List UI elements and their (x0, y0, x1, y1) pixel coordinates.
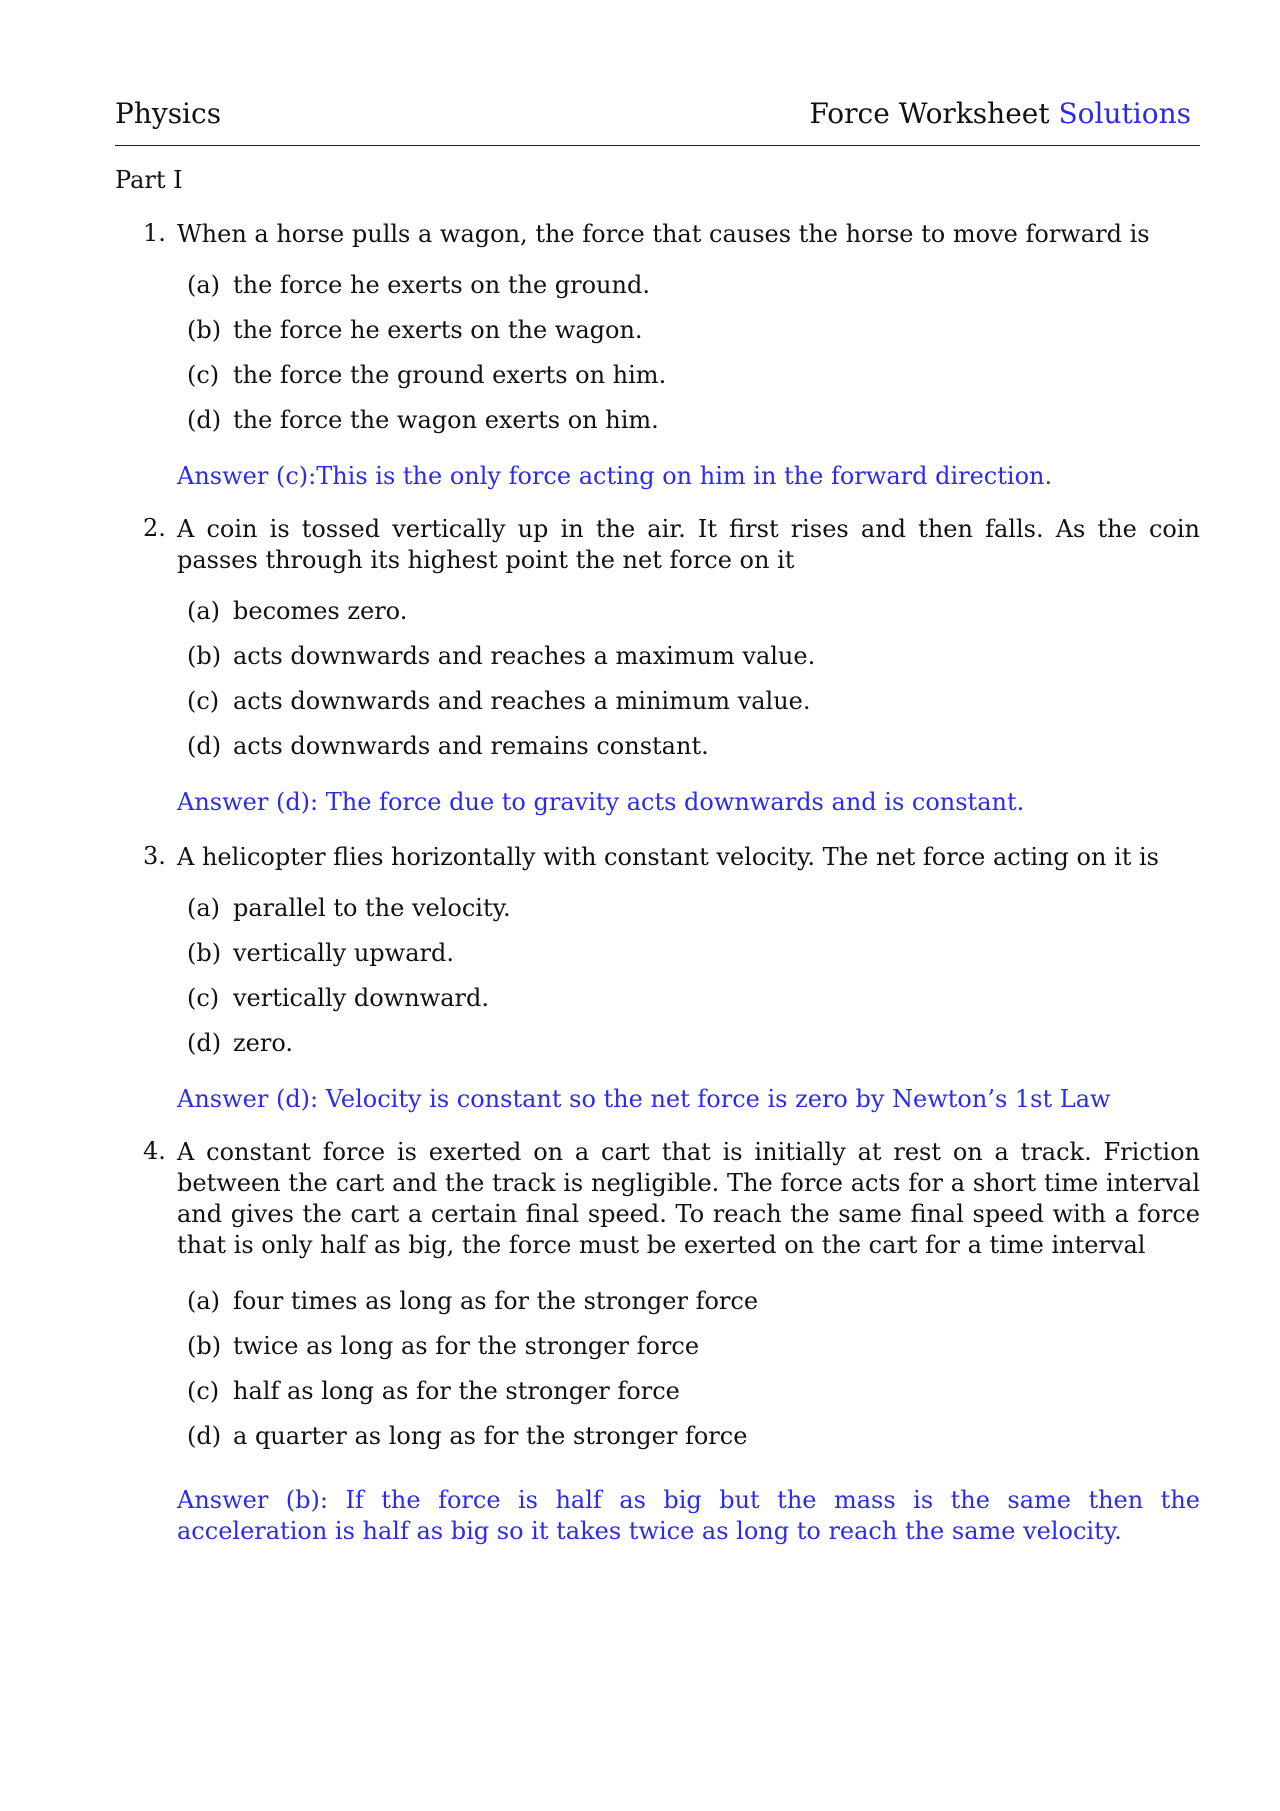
question-text: A coin is tossed vertically up in the air. It first rises and then falls. As the coin passes through its highest point the net force on it (177, 515, 1200, 574)
subject-title: Physics (115, 97, 222, 130)
question-number: 3. (143, 842, 166, 870)
answer-text: Answer (c):This is the only force acting on him in the forward direction. (177, 462, 1053, 490)
question-text: A constant force is exerted on a cart that is initially at rest on a track. Friction between the cart and the track is negligible. The force acts for a short time interval and gives the cart a certain final speed. To reach the same final speed with a force that is only half as big, the force must be exerted on the cart for a time interval (177, 1138, 1200, 1259)
question-number: 2. (143, 514, 166, 542)
option-b (187, 1332, 699, 1360)
option-text: acts downwards and reaches a maximum value. (233, 642, 816, 670)
page-header (115, 97, 1200, 146)
option-label: (d) (187, 406, 222, 434)
option-label: (b) (187, 1332, 222, 1360)
option-label: (d) (187, 1422, 222, 1450)
option-text: a quarter as long as for the stronger force (233, 1422, 748, 1450)
option-label: (a) (187, 1287, 221, 1315)
question-text: When a horse pulls a wagon, the force that causes the horse to move forward is (177, 220, 1150, 248)
option-a (187, 894, 511, 922)
option-a (187, 1287, 758, 1315)
option-b (187, 939, 454, 967)
option-b (187, 316, 643, 344)
question-text: A helicopter flies horizontally with constant velocity. The net force acting on it is (177, 843, 1159, 871)
option-text: four times as long as for the stronger force (233, 1287, 759, 1315)
option-label: (b) (187, 939, 222, 967)
option-text: zero. (233, 1029, 293, 1057)
part-title: Part I (115, 166, 183, 194)
option-label: (c) (187, 1377, 220, 1405)
option-text: the force the wagon exerts on him. (233, 406, 659, 434)
question-number: 1. (143, 219, 166, 247)
option-a (187, 271, 650, 299)
worksheet-page (115, 0, 1200, 1811)
option-text: the force he exerts on the wagon. (233, 316, 643, 344)
option-a (187, 597, 407, 625)
option-text: parallel to the velocity. (233, 894, 511, 922)
option-c (187, 1377, 680, 1405)
option-text: becomes zero. (233, 597, 408, 625)
option-d (187, 732, 709, 760)
option-c (187, 687, 811, 715)
option-text: vertically downward. (233, 984, 489, 1012)
option-label: (b) (187, 316, 222, 344)
option-label: (c) (187, 687, 220, 715)
option-d (187, 1422, 747, 1450)
option-label: (c) (187, 984, 220, 1012)
option-text: the force the ground exerts on him. (233, 361, 667, 389)
question-number: 4. (143, 1137, 166, 1165)
option-label: (d) (187, 1029, 222, 1057)
option-c (187, 984, 489, 1012)
answer-text: Answer (d): Velocity is constant so the net force is zero by Newton’s 1st Law (177, 1085, 1111, 1113)
option-text: acts downwards and reaches a minimum value. (233, 687, 811, 715)
option-label: (a) (187, 597, 221, 625)
option-text: vertically upward. (233, 939, 454, 967)
option-text: the force he exerts on the ground. (233, 271, 650, 299)
option-label: (d) (187, 732, 222, 760)
option-text: acts downwards and remains constant. (233, 732, 709, 760)
worksheet-title (809, 97, 1191, 130)
worksheet-title-solutions: Solutions (1058, 97, 1191, 130)
option-d (187, 406, 659, 434)
option-text: half as long as for the stronger force (233, 1377, 680, 1405)
option-text: twice as long as for the stronger force (233, 1332, 700, 1360)
option-c (187, 361, 666, 389)
option-label: (c) (187, 361, 220, 389)
worksheet-title-main: Force Worksheet (809, 97, 1050, 130)
option-label: (a) (187, 894, 221, 922)
option-b (187, 642, 815, 670)
option-label: (a) (187, 271, 221, 299)
answer-text: Answer (b): If the force is half as big but the mass is the same then the acceleration is half as big so it takes twice as long to reach the same velocity. (177, 1486, 1200, 1545)
option-label: (b) (187, 642, 222, 670)
option-d (187, 1029, 293, 1057)
answer-text: Answer (d): The force due to gravity acts downwards and is constant. (177, 788, 1025, 816)
